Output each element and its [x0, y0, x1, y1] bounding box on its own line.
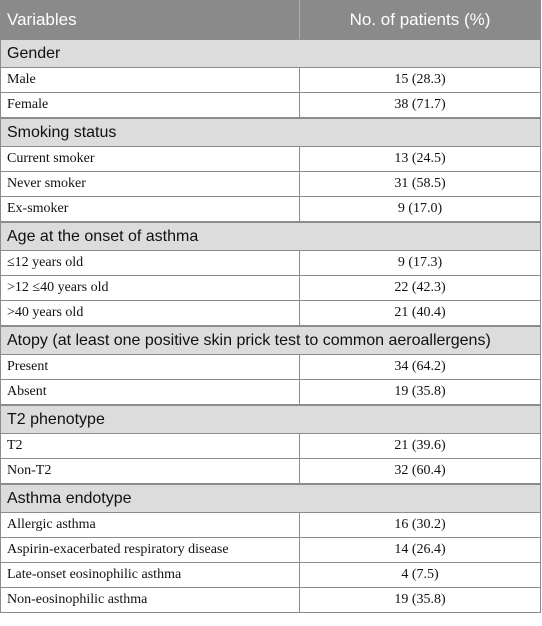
table-row	[1, 301, 540, 326]
table-body	[1, 39, 540, 613]
row-value: 19 (35.8)	[299, 588, 540, 612]
section-header: Asthma endotype	[1, 484, 540, 513]
table-row	[1, 459, 540, 484]
row-value: 13 (24.5)	[299, 147, 540, 171]
section-header: Smoking status	[1, 118, 540, 147]
row-label: >40 years old	[7, 305, 84, 320]
row-value: 14 (26.4)	[299, 538, 540, 562]
section-header: Age at the onset of asthma	[1, 222, 540, 251]
row-value: 19 (35.8)	[299, 380, 540, 404]
table-row	[1, 563, 540, 588]
section-header: Gender	[1, 39, 540, 68]
header-variables: Variables	[7, 9, 77, 29]
table-row	[1, 172, 540, 197]
table-row	[1, 513, 540, 538]
row-value: 38 (71.7)	[299, 93, 540, 117]
row-value: 22 (42.3)	[299, 276, 540, 300]
row-label: T2	[7, 438, 23, 453]
table-header	[1, 0, 540, 39]
row-value: 9 (17.3)	[299, 251, 540, 275]
table-row	[1, 276, 540, 301]
row-label: Male	[7, 72, 36, 87]
table-row	[1, 434, 540, 459]
row-value: 31 (58.5)	[299, 172, 540, 196]
row-value: 32 (60.4)	[299, 459, 540, 483]
table-row	[1, 251, 540, 276]
row-value: 21 (39.6)	[299, 434, 540, 458]
row-value: 4 (7.5)	[299, 563, 540, 587]
row-label: Aspirin-exacerbated respiratory disease	[7, 542, 229, 557]
row-label: Current smoker	[7, 151, 95, 166]
table-row	[1, 147, 540, 172]
row-label: Non-eosinophilic asthma	[7, 592, 148, 607]
section-header: Atopy (at least one positive skin prick test to common aeroallergens)	[1, 326, 540, 355]
row-label: Late-onset eosinophilic asthma	[7, 567, 182, 582]
row-label: Present	[7, 359, 49, 374]
row-label: Never smoker	[7, 176, 86, 191]
table-row	[1, 197, 540, 222]
table-row	[1, 68, 540, 93]
table-row	[1, 93, 540, 118]
row-label: Allergic asthma	[7, 517, 96, 532]
row-label: >12 ≤40 years old	[7, 280, 109, 295]
row-value: 9 (17.0)	[299, 197, 540, 221]
row-value: 34 (64.2)	[299, 355, 540, 379]
row-label: Ex-smoker	[7, 201, 69, 216]
table-row	[1, 538, 540, 563]
header-patients: No. of patients (%)	[299, 0, 540, 39]
row-label: ≤12 years old	[7, 255, 84, 270]
row-label: Absent	[7, 384, 47, 399]
row-value: 21 (40.4)	[299, 301, 540, 325]
section-header: T2 phenotype	[1, 405, 540, 434]
table-row	[1, 380, 540, 405]
row-label: Non-T2	[7, 463, 52, 478]
row-value: 16 (30.2)	[299, 513, 540, 537]
table-row	[1, 588, 540, 613]
table-row	[1, 355, 540, 380]
row-value: 15 (28.3)	[299, 68, 540, 92]
row-label: Female	[7, 97, 49, 112]
